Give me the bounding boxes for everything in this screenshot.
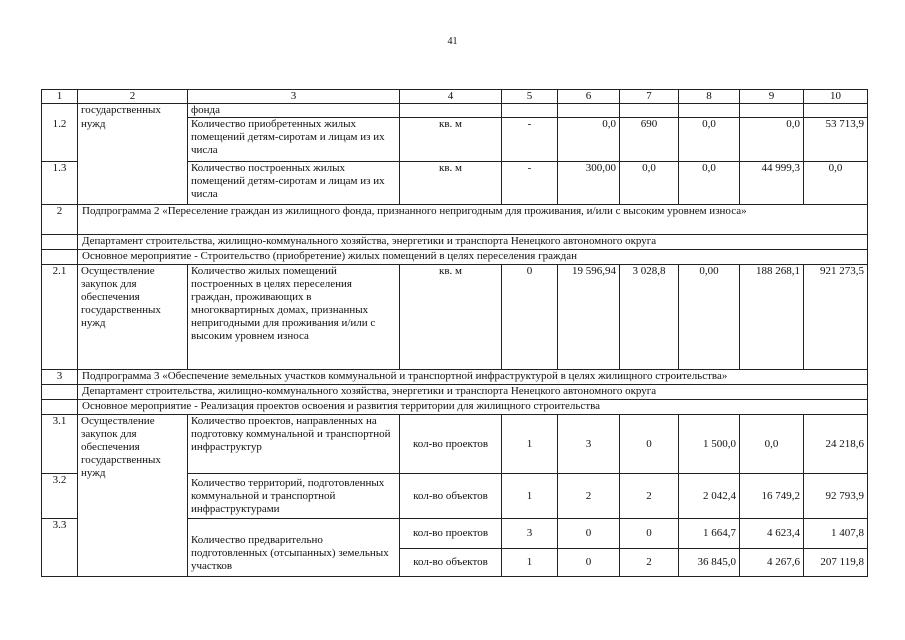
cell-value: 1 664,7 xyxy=(679,519,740,549)
cell-value: 1 500,0 xyxy=(679,415,740,474)
header-col-1: 1 xyxy=(42,90,78,104)
cell-value: 1 407,8 xyxy=(804,519,868,549)
main-activity: Основное мероприятие - Строительство (приобретение) жилых помещений в целях переселения граждан xyxy=(78,250,868,265)
cell-value: - xyxy=(502,162,558,205)
header-col-9: 9 xyxy=(740,90,804,104)
cell-value: 2 042,4 xyxy=(679,474,740,519)
department-row xyxy=(42,385,868,400)
indicator-name: Количество предварительно подготовленных (отсыпанных) земельных участков xyxy=(188,534,400,577)
row-number: 3.3 xyxy=(42,519,78,577)
indicator-name: Количество проектов, направленных на подготовку коммунальной и транспортной инфраструктур xyxy=(188,415,400,474)
cell-value: 2 xyxy=(620,549,679,577)
indicator-name: Количество приобретенных жилых помещений детям-сиротам и лицам из их числа xyxy=(188,118,400,162)
subprogram-title: Подпрограмма 2 «Переселение граждан из жилищного фонда, признанного непригодным для проживания, и/или с высоким уровнем износа» xyxy=(78,205,868,235)
indicator-name: Количество территорий, подготовленных коммунальной и транспортной инфраструктурами xyxy=(188,474,400,519)
table-row xyxy=(42,118,868,162)
cell-value: 3 xyxy=(502,519,558,549)
header-row xyxy=(42,90,868,104)
cell-value: 0 xyxy=(558,549,620,577)
cell-value: - xyxy=(502,118,558,162)
unit: кв. м xyxy=(400,162,502,205)
page-number: 41 xyxy=(447,36,458,47)
department-name: Департамент строительства, жилищно-коммунального хозяйства, энергетики и транспорта Ненецкого автономного округа xyxy=(78,235,868,250)
cell-value: 0,0 xyxy=(558,118,620,162)
header-col-10: 10 xyxy=(804,90,868,104)
cell-text: фонда xyxy=(188,104,400,118)
cell-value: 3 028,8 xyxy=(620,265,679,370)
cell-value: 36 845,0 xyxy=(679,549,740,577)
row-number: 2.1 xyxy=(42,265,78,370)
unit: кв. м xyxy=(400,265,502,370)
row-number: 1.3 xyxy=(42,162,78,205)
cell-value: 0,0 xyxy=(804,162,868,205)
cell-value: 3 xyxy=(558,415,620,474)
cell-value: 1 xyxy=(502,474,558,519)
unit: кол-во проектов xyxy=(400,415,502,474)
cell-value: 19 596,94 xyxy=(558,265,620,370)
cell-value: 53 713,9 xyxy=(804,118,868,162)
cell-text: государственных xyxy=(78,104,188,118)
header-col-8: 8 xyxy=(679,90,740,104)
department-row xyxy=(42,235,868,250)
cell-value: 0,0 xyxy=(679,162,740,205)
indicators-table xyxy=(41,89,868,577)
cell-text: Осуществление закупок для обеспечения государственных нужд xyxy=(78,415,188,577)
header-col-2: 2 xyxy=(78,90,188,104)
cell-value: 0,0 xyxy=(620,162,679,205)
cell-value: 0 xyxy=(502,265,558,370)
unit: кол-во проектов xyxy=(400,519,502,549)
cell-value: 0,0 xyxy=(679,118,740,162)
table-row xyxy=(42,265,868,370)
cell-value: 0 xyxy=(620,415,679,474)
cell-value: 2 xyxy=(620,474,679,519)
department-name: Департамент строительства, жилищно-коммунального хозяйства, энергетики и транспорта Ненецкого автономного округа xyxy=(78,385,868,400)
cell-value: 0,0 xyxy=(740,415,804,474)
cell-text: Осуществление закупок для обеспечения государственных нужд xyxy=(78,265,188,370)
header-col-3: 3 xyxy=(188,90,400,104)
cell-value: 0,00 xyxy=(679,265,740,370)
header-col-5: 5 xyxy=(502,90,558,104)
cell-value: 0 xyxy=(620,519,679,549)
cell-value: 16 749,2 xyxy=(740,474,804,519)
cell-value: 24 218,6 xyxy=(804,415,868,474)
header-col-4: 4 xyxy=(400,90,502,104)
header-col-7: 7 xyxy=(620,90,679,104)
cell-value: 188 268,1 xyxy=(740,265,804,370)
cell-value: 1 xyxy=(502,549,558,577)
unit: кв. м xyxy=(400,118,502,162)
cell-value: 0,0 xyxy=(740,118,804,162)
indicator-name: Количество жилых помещений построенных в целях переселения граждан, проживающих в многоквартирных домах, признанных непригодными для проживания и/или с высоким уровнем износа xyxy=(188,265,400,370)
subprogram-row xyxy=(42,205,868,235)
cell-value: 44 999,3 xyxy=(740,162,804,205)
subprogram-title: Подпрограмма 3 «Обеспечение земельных участков коммунальной и транспортной инфраструктурой в целях жилищного строительства» xyxy=(78,370,868,385)
cell-value: 300,00 xyxy=(558,162,620,205)
row-number: 3 xyxy=(42,370,78,385)
main-activity-row xyxy=(42,400,868,415)
row-number: 3.2 xyxy=(42,474,78,519)
table-row xyxy=(42,104,868,118)
unit: кол-во объектов xyxy=(400,474,502,519)
cell-value: 4 267,6 xyxy=(740,549,804,577)
row-number: 2 xyxy=(42,205,78,235)
cell-value: 1 xyxy=(502,415,558,474)
cell-text: нужд xyxy=(78,118,188,205)
cell-value: 2 xyxy=(558,474,620,519)
unit: кол-во объектов xyxy=(400,549,502,577)
table-row xyxy=(42,415,868,474)
header-col-6: 6 xyxy=(558,90,620,104)
row-number: 1.2 xyxy=(42,118,78,162)
main-activity: Основное мероприятие - Реализация проектов освоения и развития территории для жилищного строительства xyxy=(78,400,868,415)
cell-value: 92 793,9 xyxy=(804,474,868,519)
cell-value: 921 273,5 xyxy=(804,265,868,370)
main-activity-row xyxy=(42,250,868,265)
subprogram-row xyxy=(42,370,868,385)
cell-value: 690 xyxy=(620,118,679,162)
cell-value: 4 623,4 xyxy=(740,519,804,549)
indicator-name: Количество построенных жилых помещений детям-сиротам и лицам из их числа xyxy=(188,162,400,205)
row-number: 3.1 xyxy=(42,415,78,474)
cell-value: 207 119,8 xyxy=(804,549,868,577)
cell-value: 0 xyxy=(558,519,620,549)
